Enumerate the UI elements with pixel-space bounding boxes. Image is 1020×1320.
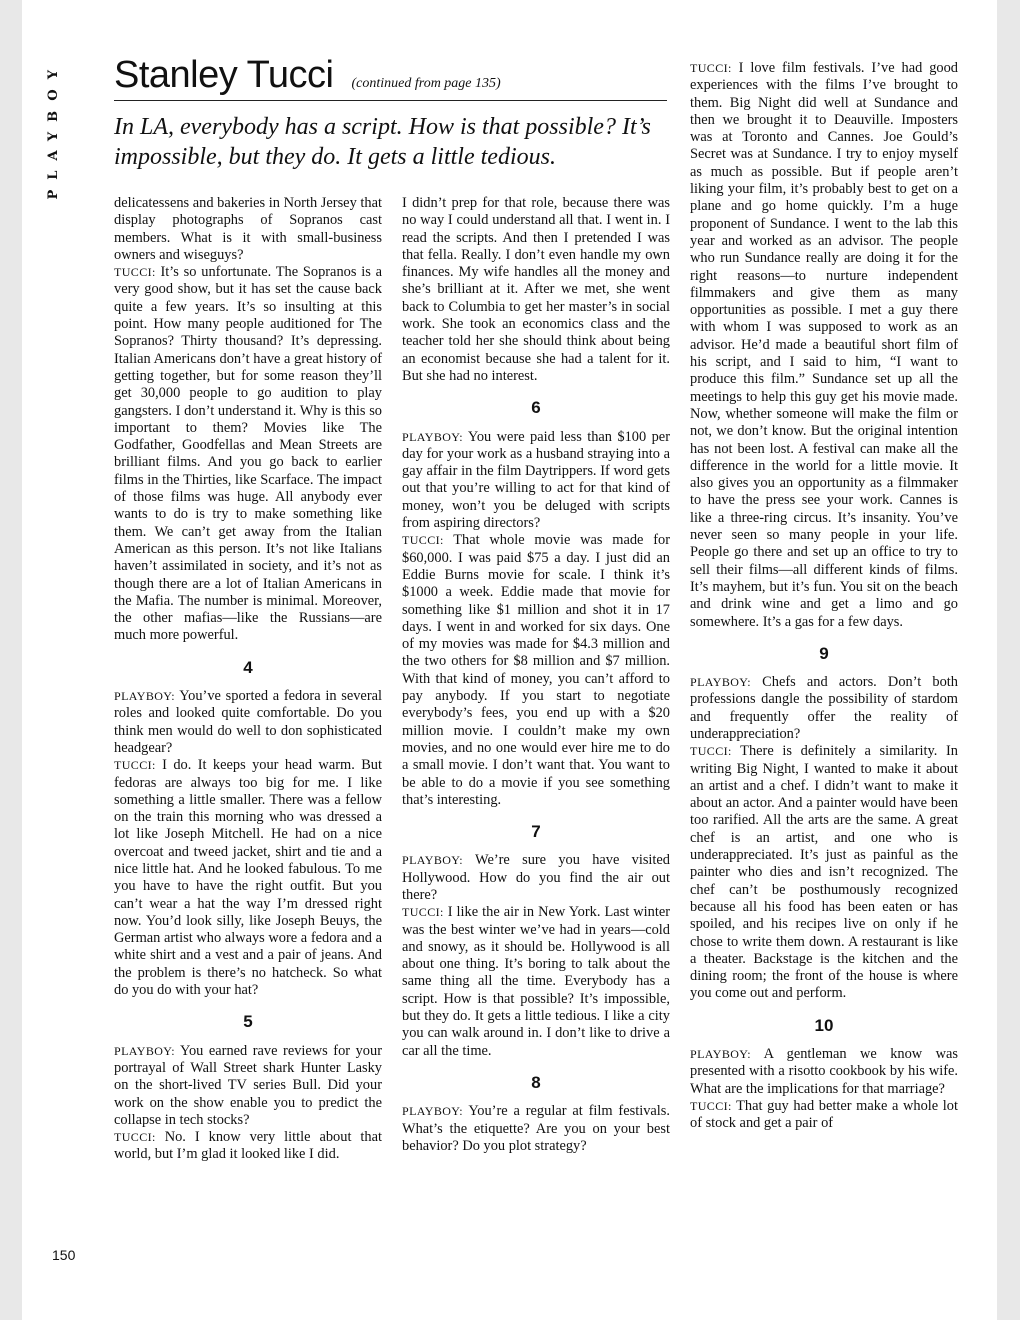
paragraph: delicatessens and bakeries in North Jersey that display photographs of Sopranos cast members. What is it with small-business owners and wiseguys? (114, 195, 382, 263)
answer-text: It’s so unfortunate. The Sopranos is a very good show, but it has set the cause back quite a few years. It’s so insulting at this point. How many people auditioned for The Sopranos? Thirty thousand? It’s depressing. Italian Americans don’t have a great history of getting together, but for some reason they’ll get 30,000 people to go audition to play gangsters. I don’t understand it. Why is this so important to them? Movies like The Godfather, Goodfellas and Mean Streets are brilliant films. And you go back to earlier films in the Thirties, like Scarface. The impact of those films was huge. All anybody ever wants to do is try to make something like them. We can’t get away from the Italian American as this person. It’s not like Italians haven’t assimilated in society, and it’s not as though there are a lot of Italian Americans in the Mafia. The number is minimal. Moreover, the other mafias—like the Russians—are much more powerful. (114, 264, 382, 644)
question-text: You’re a regular at film festivals. What’s the etiquette? Are you on your best behavior? Do you plot strategy? (402, 1103, 670, 1154)
question-paragraph (690, 674, 958, 743)
article-title: Stanley Tucci (114, 54, 334, 96)
answer-text: I do. It keeps your head warm. But fedoras are always too big for me. I like something a little smaller. There was a fellow on the train this morning who was dressed a lot like Joseph Mitchell. He had on a nice overcoat and tweed jacket, shirt and tie and a nice little hat. And he looked fabulous. To me you have to have the right outfit. But you can’t wear a hat the way I’m dressed right now. You’d look silly, like Joseph Beuys, the German artist who always wore a fedora and a white shirt and a vest and a pair of jeans. And the problem is there’s no hatcheck. So what do you do with your hat? (114, 757, 382, 999)
pull-quote: In LA, everybody has a script. How is that possible? It’s impossible, but they do. It gets a little tedious. (114, 114, 651, 170)
answer-text: There is definitely a similarity. In writing Big Night, I wanted to make it about an artist and a chef. I didn’t want to make it about an actor. And a painter would have been too rarified. All the arts are the same. A great chef is an artist, and one who is underappreciated. It’s just as painful as the painter who dies and isn’t recognized. The chef can’t be posthumously recognized because all his food has been eaten or has spoiled, and his recipes live on only if he chose to write them down. A restaurant is like a theater. Backstage is the kitchen and the dining room; the front of the house is where you come out and perform. (690, 743, 959, 1002)
speaker-label: TUCCI: (402, 905, 444, 920)
question-number: 6 (531, 398, 541, 418)
answer-text: No. I know very little about that world, but I’m glad it looked like I did. (114, 1129, 382, 1163)
speaker-label: TUCCI: (114, 758, 156, 773)
question-paragraph (114, 1043, 382, 1129)
speaker-label: TUCCI: (690, 61, 732, 75)
column-1 (114, 195, 382, 1164)
speaker-label: PLAYBOY: (690, 675, 752, 690)
answer-paragraph (690, 60, 958, 631)
answer-paragraph (114, 264, 382, 645)
speaker-label: PLAYBOY: (402, 429, 464, 444)
speaker-label: TUCCI: (402, 533, 444, 548)
question-paragraph (690, 1046, 958, 1098)
answer-paragraph (402, 532, 670, 809)
answer-text: I love film festivals. I’ve had good experiences with the films I’ve brought to them. Big Night did well at Sundance and then we brought it to Deauville. Imposters was at Toronto and Cannes. Joe Gould’s Secret was at Sundance. I try to enjoy myself as much as possible. But if people aren’t liking your film, it’s probably best to get on a plane and go home quickly. I’m a huge proponent of Sundance. I went to the lab this year and worked as an advisor. The people who run Sundance really are doing it for the right reasons—to nurture independent filmmakers and give them as many opportunities as possible. I met a guy there with whom I was supposed to work as an advisor. He’d made a beautiful short film of his script, and I said to him, “I want to produce this film.” Sundance set up all the meetings to help this guy get his movie made. Now, whether someone will make the film or not, we don’t know. But the original intention has not been lost. A festival can make all the difference in the world for a little movie. It also gives you an opportunity as a filmmaker to have the press see your work. Cannes is like a three-ring circus. It’s insanity. You’ve never seen so many people in your life. People go there and set up an office to try to sell their films—all different kinds of films. It’s mayhem, but it’s fun. You sit on the beach and drink wine and get a limo and go somewhere. It’s a gas for a few days. (690, 60, 958, 630)
question-number: 9 (819, 643, 829, 663)
article-header (114, 54, 501, 97)
question-text: Chefs and actors. Don’t both professions dangle the possibility of stardom and frequently offer the reality of underappreciation? (690, 674, 958, 742)
question-number: 8 (531, 1072, 541, 1092)
answer-paragraph (114, 1129, 382, 1164)
speaker-label: PLAYBOY: (402, 853, 464, 868)
answer-paragraph (114, 757, 382, 999)
paragraph: I didn’t prep for that role, because there was no way I could understand all that. I went in. I read the scripts. And then I pretended I was that fella. Really. I don’t even handle my own finances. My wife handles all the money and she’s brilliant at it. After we met, she went back to Columbia to get her master’s in social work. She took an economics class and the teacher told her she should think about being an economist because she had a talent for it. But she had no interest. (402, 195, 670, 384)
question-number: 4 (243, 657, 253, 677)
speaker-label: TUCCI: (690, 744, 732, 759)
continued-note: (continued from page 135) (351, 76, 501, 91)
question-number: 7 (531, 822, 541, 842)
question-text: You were paid less than $100 per day for your work as a husband straying into a gay affair in the film Daytrippers. If word gets out that you’re willing to act for that kind of money, won’t you be deluged with scripts from aspiring directors? (402, 428, 670, 532)
header-rule (114, 100, 667, 101)
question-text: A gentleman we know was presented with a risotto cookbook by his wife. What are the implications for that marriage? (690, 1046, 958, 1097)
question-paragraph (402, 429, 670, 533)
column-2 (402, 195, 670, 1155)
answer-text: That guy had better make a whole lot of stock and get a pair of (690, 1097, 958, 1132)
question-text: You earned rave reviews for your portrayal of Wall Street shark Hunter Lasky on the short-lived TV series Bull. Did your work on the show enable you to predict the collapse in tech stocks? (114, 1042, 382, 1128)
question-paragraph (402, 1103, 670, 1155)
column-3 (690, 60, 958, 1133)
magazine-page (22, 0, 997, 1320)
question-text: You’ve sported a fedora in several roles and looked quite comfortable. Do you think men would do well to don sophisticated headgear? (114, 688, 382, 756)
magazine-brand: PLAYBOY (46, 60, 61, 200)
answer-paragraph (690, 1098, 958, 1133)
speaker-label: PLAYBOY: (690, 1047, 752, 1062)
speaker-label: TUCCI: (690, 1098, 732, 1113)
speaker-label: TUCCI: (114, 265, 156, 280)
answer-text: I like the air in New York. Last winter was the best winter we’ve had in years—cold and snowy, as it should be. Hollywood is all about one thing. It’s boring to talk about the same thing all the time. Everybody has a script. How is that possible? It’s impossible, but they do. It gets a little tedious. I like a city you can walk around in. I don’t like to drive a car all the time. (402, 904, 670, 1059)
answer-paragraph (402, 904, 670, 1060)
speaker-label: PLAYBOY: (402, 1104, 464, 1119)
answer-text: That whole movie was made for $60,000. I was paid $75 a day. I just did an Eddie Burns movie for scale. I think it’s $1000 a week. Eddie made that movie for something like $1 million and shot it in 17 days. I went in and worked for six days. One of my movies was made for $4.3 million and the two others for $8 million and $7 million. With that kind of money, you can’t afford to pay anybody. If you start to negotiate everybody’s fees, you end up with a $20 million movie. I couldn’t make my own movies, and no one would ever hire me to do a small movie. I don’t want that. You want to be able to do a movie if you see something that’s interesting. (402, 532, 670, 808)
question-number: 5 (243, 1012, 253, 1032)
speaker-label: PLAYBOY: (114, 1043, 176, 1058)
page-number: 150 (52, 1247, 76, 1263)
question-number: 10 (814, 1015, 834, 1035)
question-paragraph (114, 688, 382, 757)
speaker-label: PLAYBOY: (114, 689, 176, 704)
question-text: We’re sure you have visited Hollywood. How do you find the air out there? (402, 852, 670, 903)
speaker-label: TUCCI: (114, 1130, 156, 1145)
question-paragraph (402, 852, 670, 904)
answer-paragraph (690, 743, 958, 1002)
